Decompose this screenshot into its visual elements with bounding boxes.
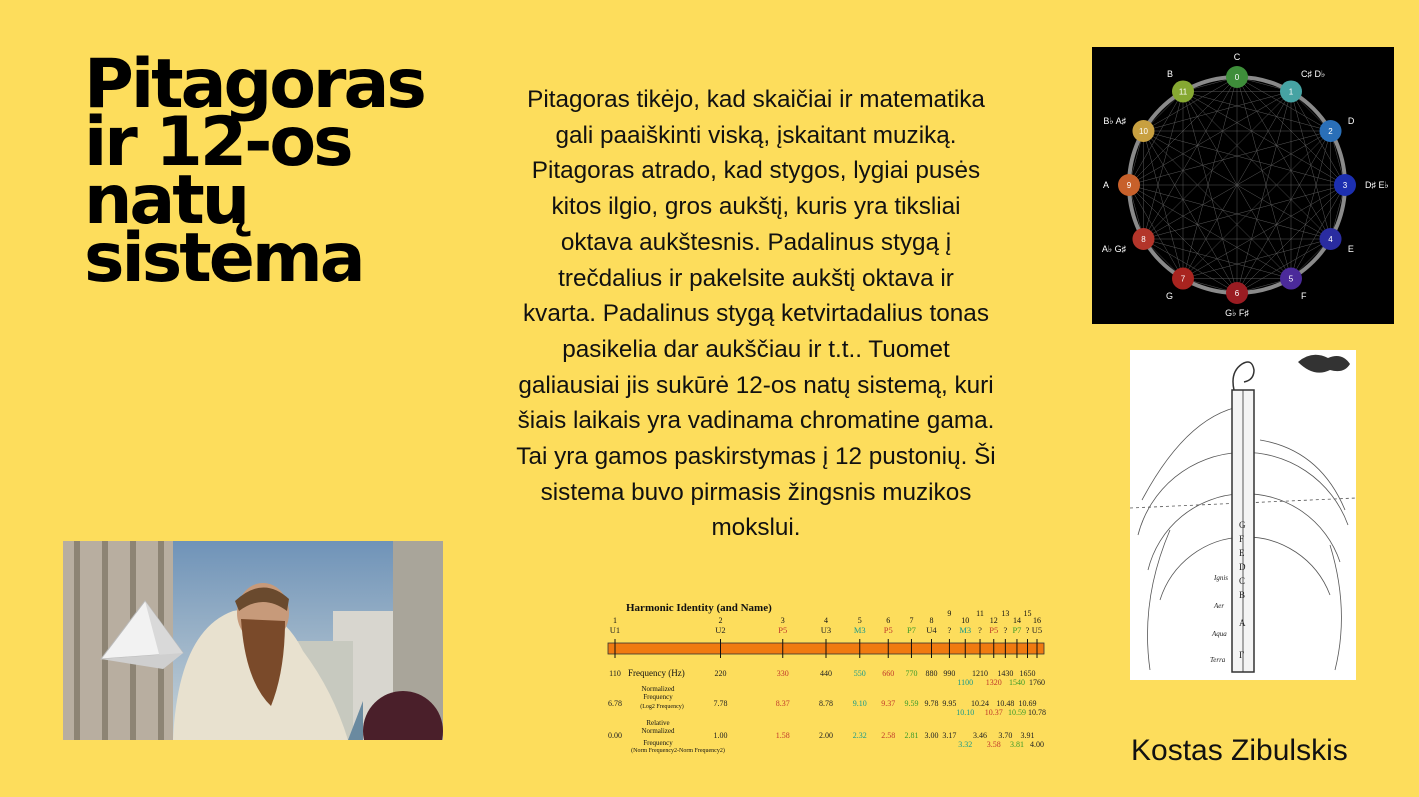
harmonic-log2-frequency: 9.59: [904, 699, 919, 708]
harmonic-log2-frequency: 9.95: [942, 699, 957, 708]
engraving-arc: [1260, 440, 1345, 510]
harmonic-log2-frequency: 8.78: [819, 699, 833, 708]
harmonic-frequency: 990: [943, 669, 956, 678]
harmonic-number: 9: [947, 609, 952, 618]
harmonic-frequency: 1430: [997, 669, 1014, 678]
harmonic-log2-frequency: 9.78: [924, 699, 939, 708]
row-label-normalized: (Log2 Frequency): [640, 704, 684, 710]
interval-line: [1183, 91, 1331, 131]
pythagoras-painting-image: [63, 541, 443, 740]
title-line: natų: [84, 161, 248, 240]
harmonic-number: 8: [929, 616, 934, 625]
note-name: C♯ D♭: [1301, 69, 1326, 80]
body-line: oktava aukštesnis. Padalinus stygą į: [560, 228, 952, 256]
monochord-engraving-image: [1130, 350, 1356, 680]
row-label-relative: Relative: [646, 719, 670, 727]
harmonic-number: 7: [909, 616, 914, 625]
harmonic-log2-frequency: 10.37: [984, 708, 1003, 717]
note-name: G: [1165, 290, 1173, 301]
element-label: Aqua: [1212, 630, 1227, 638]
element-label: Ignis: [1214, 574, 1228, 582]
note-number: 1: [1288, 87, 1294, 97]
interval-line: [1183, 91, 1331, 239]
title-line: Pitagoras: [84, 45, 424, 124]
note-number: 8: [1141, 235, 1146, 244]
monochord-graphic: [1130, 350, 1356, 680]
harmonic-name: U3: [820, 625, 832, 635]
harmonic-name: ?: [947, 625, 952, 635]
harmonic-log2-frequency: 9.37: [881, 699, 896, 708]
row-label-relative: (Norm Frequency2-Norm Frequency2): [631, 748, 725, 754]
pythagoras-graphic: [63, 541, 443, 740]
harmonic-relative-frequency: 3.81: [1009, 740, 1024, 749]
interval-line: [1183, 91, 1345, 185]
body-line: Tai yra gamos paskirstymas į 12 pustonių. Ši: [516, 443, 996, 471]
note-number: 3: [1342, 181, 1348, 190]
monochord-letter: A: [1239, 618, 1246, 628]
note-name: D: [1347, 116, 1355, 126]
note-number: 5: [1288, 274, 1294, 284]
note-number: 4: [1328, 235, 1333, 244]
harmonic-frequency: 550: [853, 669, 866, 678]
element-label: Terra: [1210, 656, 1226, 664]
harmonic-log2-frequency: 9.10: [852, 699, 867, 708]
harmonic-log2-frequency: 10.59: [1007, 708, 1026, 717]
interval-line: [1143, 131, 1237, 293]
harmonic-log2-frequency: 10.24: [971, 699, 990, 708]
harmonic-relative-frequency: 0.00: [608, 731, 622, 740]
harmonic-number: 11: [976, 609, 984, 618]
row-label-frequency: Frequency (Hz): [628, 668, 685, 678]
harmonic-frequency: 1650: [1019, 669, 1036, 678]
body-text: [476, 82, 1036, 546]
monochord-letter: E: [1239, 548, 1245, 558]
harmonic-frequency: 1100: [957, 678, 974, 687]
harmonic-number: 15: [1023, 609, 1032, 618]
monochord-letter: G: [1239, 520, 1246, 530]
body-line: gali paaiškinti viską, įskaitant muziką.: [555, 121, 957, 149]
harmonic-name: P5: [883, 625, 893, 635]
harmonic-log2-frequency: 10.78: [1028, 708, 1046, 717]
harmonic-frequency: 880: [925, 669, 938, 678]
note-name: G♭ F♯: [1225, 308, 1249, 318]
harmonic-log2-frequency: 10.48: [996, 699, 1015, 708]
note-number: 2: [1328, 127, 1333, 136]
harmonic-number: 3: [780, 616, 785, 625]
monochord-letter: B: [1239, 590, 1246, 600]
harmonic-frequency: 770: [905, 669, 918, 678]
harmonic-number: 6: [886, 616, 891, 625]
harmonic-relative-frequency: 2.32: [852, 731, 867, 740]
slide-title: [84, 45, 464, 298]
harmonic-number: 14: [1012, 616, 1021, 625]
note-name: A: [1102, 180, 1109, 190]
harmonic-name: ?: [1025, 625, 1030, 635]
interval-line: [1183, 131, 1331, 279]
row-label-relative: Frequency: [643, 739, 673, 747]
interval-line: [1143, 131, 1183, 279]
harmonic-number: 5: [857, 616, 862, 625]
harmonic-name: M3: [853, 625, 866, 635]
harmonic-relative-frequency: 1.00: [713, 731, 728, 740]
note-number: 7: [1180, 274, 1186, 284]
harmonic-log2-frequency: 10.69: [1018, 699, 1037, 708]
harmonic-number: 1: [613, 616, 617, 625]
monochord-letter: D: [1239, 562, 1246, 572]
harmonic-name: P7: [1012, 625, 1022, 635]
harmonic-relative-frequency: 4.00: [1030, 740, 1044, 749]
chromatic-circle-image: [1092, 47, 1394, 324]
body-line: kvarta. Padalinus stygą ketvirtadalius tonas: [523, 300, 989, 328]
harmonic-frequency: 110: [609, 669, 621, 678]
harmonic-relative-frequency: 3.17: [942, 731, 957, 740]
harmonic-name: M3: [959, 625, 972, 635]
harmonic-number: 10: [961, 616, 970, 625]
harmonic-relative-frequency: 3.58: [986, 740, 1001, 749]
harmonic-name: U4: [926, 625, 937, 635]
harmonic-relative-frequency: 2.00: [819, 731, 833, 740]
harmonic-name: P7: [906, 625, 916, 635]
note-number: 10: [1139, 127, 1148, 136]
harmonic-number: 16: [1033, 616, 1041, 625]
harmonic-frequency: 1540: [1008, 678, 1025, 687]
interval-line: [1143, 91, 1183, 239]
cloud-hand-icon: [1298, 355, 1350, 373]
harmonic-relative-frequency: 1.58: [775, 731, 790, 740]
harmonic-relative-frequency: 2.81: [904, 731, 919, 740]
body-line: trečdalius ir pakelsite aukštį oktava ir: [558, 264, 954, 292]
harmonic-log2-frequency: 6.78: [608, 699, 622, 708]
chromatic-circle-graphic: [1092, 47, 1394, 324]
title-line: sistema: [84, 219, 363, 298]
note-name: B: [1166, 69, 1173, 80]
monochord-letter: Γ: [1239, 650, 1245, 660]
element-label: Aer: [1214, 602, 1225, 610]
row-label-normalized: Frequency: [643, 693, 673, 701]
harmonic-relative-frequency: 3.70: [998, 731, 1013, 740]
note-name: C: [1233, 52, 1241, 62]
body-line: pasikelia dar aukščiau ir t.t.. Tuomet: [562, 335, 950, 363]
harmonic-relative-frequency: 3.91: [1020, 731, 1035, 740]
harmonic-name: ?: [1003, 625, 1008, 635]
note-name: F: [1301, 290, 1307, 301]
harmonic-name: U1: [609, 625, 621, 635]
harmonic-number: 4: [824, 616, 828, 625]
harmonic-relative-frequency: 3.46: [973, 731, 988, 740]
note-name: D♯ E♭: [1365, 180, 1389, 190]
body-line: sistema buvo pirmasis žingsnis muzikos: [540, 478, 972, 506]
body-line: mokslui.: [711, 514, 801, 542]
note-number: 11: [1178, 87, 1188, 97]
harmonic-frequency: 440: [820, 669, 832, 678]
body-line: kitos ilgio, gros aukštį, kuris yra tiksliai: [551, 193, 961, 221]
harmonic-identity-chart: [600, 598, 1060, 760]
note-name: A♭ G♯: [1101, 244, 1127, 254]
body-line: Pitagoras atrado, kad stygos, lygiai pusės: [531, 157, 981, 185]
harmonic-frequency: 220: [714, 669, 727, 678]
row-label-normalized: Normalized: [641, 685, 675, 693]
harmonic-name: ?: [978, 625, 982, 635]
engraving-arc: [1148, 530, 1171, 670]
harmonic-relative-frequency: 3.32: [958, 740, 973, 749]
note-number: 9: [1126, 181, 1132, 190]
harmonic-name: P5: [778, 625, 788, 635]
harmonic-name: U2: [715, 625, 726, 635]
row-label-relative: Normalized: [641, 727, 675, 735]
interval-line: [1129, 185, 1291, 279]
harmonic-log2-frequency: 10.10: [956, 708, 975, 717]
harmonic-frequency: 330: [776, 669, 789, 678]
note-name: B♭ A♯: [1103, 116, 1127, 126]
harmonic-number: 2: [718, 616, 723, 625]
title-line: ir 12-os: [84, 103, 351, 182]
interval-line: [1143, 131, 1291, 279]
note-number: 6: [1234, 289, 1240, 298]
monochord-letter: C: [1239, 576, 1246, 586]
harmonic-relative-frequency: 2.58: [881, 731, 896, 740]
note-number: 0: [1234, 73, 1240, 82]
engraving-arc: [1330, 545, 1341, 670]
harmonic-name: P5: [989, 625, 999, 635]
interval-line: [1143, 91, 1291, 239]
harmonic-frequency: 660: [882, 669, 895, 678]
harmonic-frequency: 1320: [985, 678, 1002, 687]
body-line: galiausiai jis sukūrė 12-os natų sistemą, kuri: [518, 371, 994, 399]
body-line: Pitagoras tikėjo, kad skaičiai ir matematika: [527, 86, 985, 113]
body-line: šiais laikais yra vadinama chromatine gama.: [517, 407, 995, 435]
harmonic-frequency: 1760: [1029, 678, 1045, 687]
monochord-letter: F: [1239, 534, 1245, 544]
harmonic-name: U5: [1031, 625, 1043, 635]
note-name: E: [1347, 244, 1354, 254]
harmonic-number: 12: [989, 616, 998, 625]
author-name: Kostas Zibulskis: [1131, 734, 1348, 767]
harmonic-relative-frequency: 3.00: [924, 731, 939, 740]
harmonic-frequency: 1210: [972, 669, 989, 678]
harmonic-log2-frequency: 8.37: [775, 699, 790, 708]
monochord-scroll: [1233, 362, 1254, 390]
harmonic-number: 13: [1001, 609, 1010, 618]
harmonic-log2-frequency: 7.78: [713, 699, 728, 708]
chart-title: Harmonic Identity (and Name): [626, 602, 772, 614]
